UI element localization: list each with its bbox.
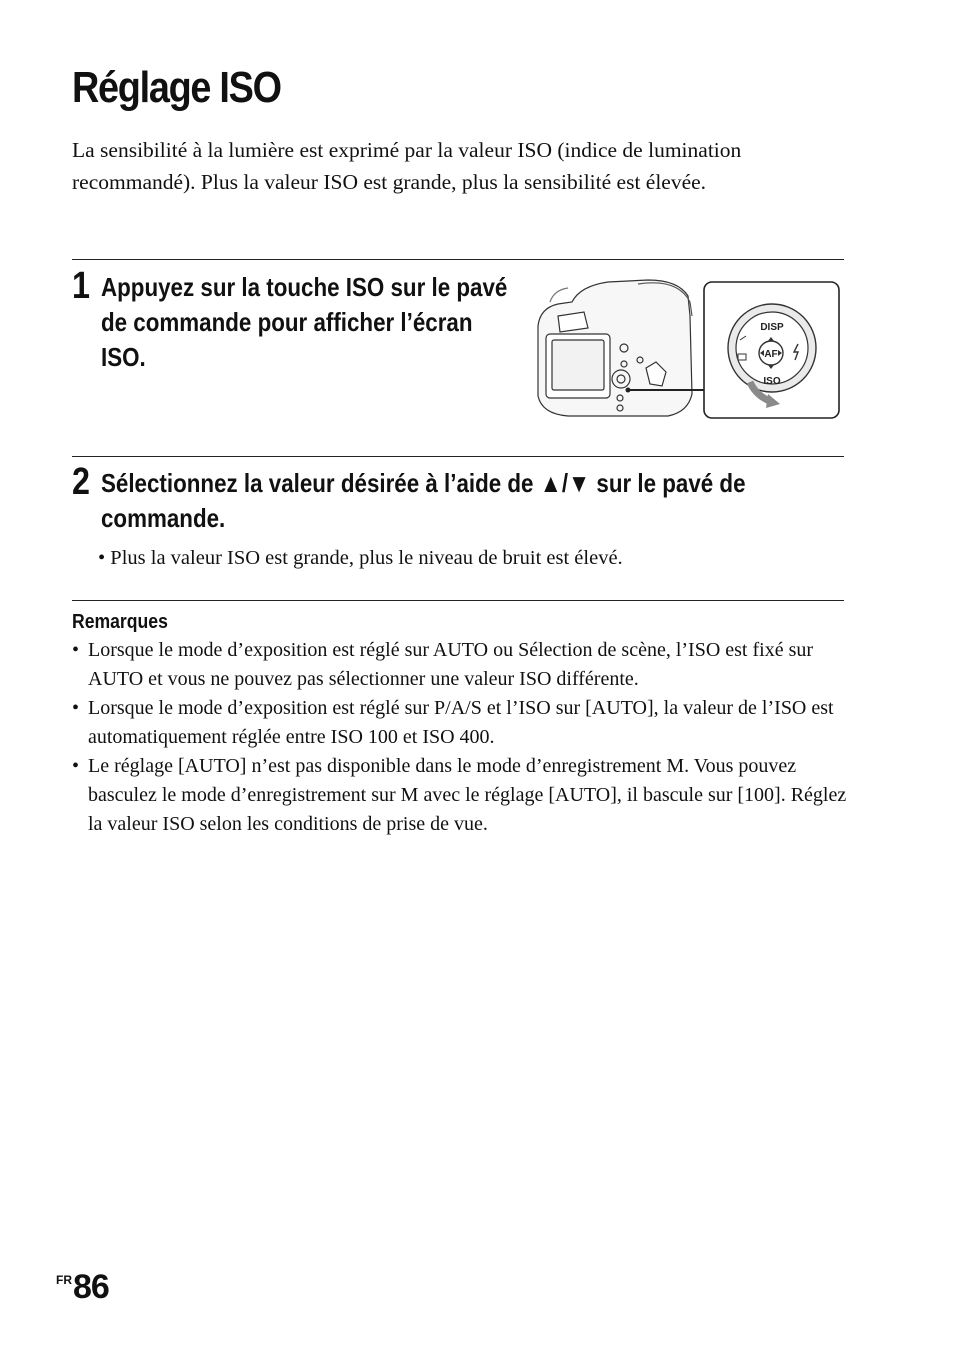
note-item: • Le réglage [AUTO] n’est pas disponible dans le mode d’enregistrement M. Vous pouvez basculez le mode d’enregistrement sur M avec le réglage [AUTO], il bascule sur [100]. Réglez la valeur ISO selon les conditions de prise de vue. [72, 752, 852, 839]
note-item: • Lorsque le mode d’exposition est réglé sur AUTO ou Sélection de scène, l’ISO est fixé sur AUTO et vous ne pouvez pas sélectionner une valeur ISO différente. [72, 636, 852, 694]
notes-divider [72, 600, 844, 601]
page-number-value: 86 [73, 1268, 109, 1306]
step-1-divider [72, 259, 844, 260]
camera-illustration [528, 276, 844, 424]
step-2-text: Sélectionnez la valeur désirée à l’aide de ▲/▼ sur le pavé de commande. [101, 468, 746, 533]
step-2-divider [72, 456, 844, 457]
page-title: Réglage ISO [72, 63, 281, 112]
dial-label-iso: ISO [763, 376, 781, 387]
notes-title: Remarques [72, 611, 168, 633]
step-2-bullet: • Plus la valeur ISO est grande, plus le niveau de bruit est élevé. [98, 547, 623, 569]
dial-label-disp: DISP [760, 322, 784, 333]
intro-paragraph: La sensibilité à la lumière est exprimé par la valeur ISO (indice de lumination recommandé). Plus la valeur ISO est grande, plus la sensibilité est élevée. [72, 138, 742, 194]
note-item: • Lorsque le mode d’exposition est réglé sur P/A/S et l’ISO sur [AUTO], la valeur de l’ISO est automatiquement réglée entre ISO 100 et ISO 400. [72, 694, 852, 752]
notes-list [72, 636, 852, 839]
step-1-number: 1 [72, 265, 90, 307]
camera-back-drawing [538, 280, 692, 416]
dial-label-af: AF [764, 349, 778, 360]
control-dial [728, 304, 816, 392]
step-2-number: 2 [72, 461, 90, 503]
page-number [56, 1268, 109, 1307]
step-1-text: Appuyez sur la touche ISO sur le pavé de commande pour afficher l’écran ISO. [101, 272, 508, 372]
page-language-code: FR [56, 1273, 72, 1287]
